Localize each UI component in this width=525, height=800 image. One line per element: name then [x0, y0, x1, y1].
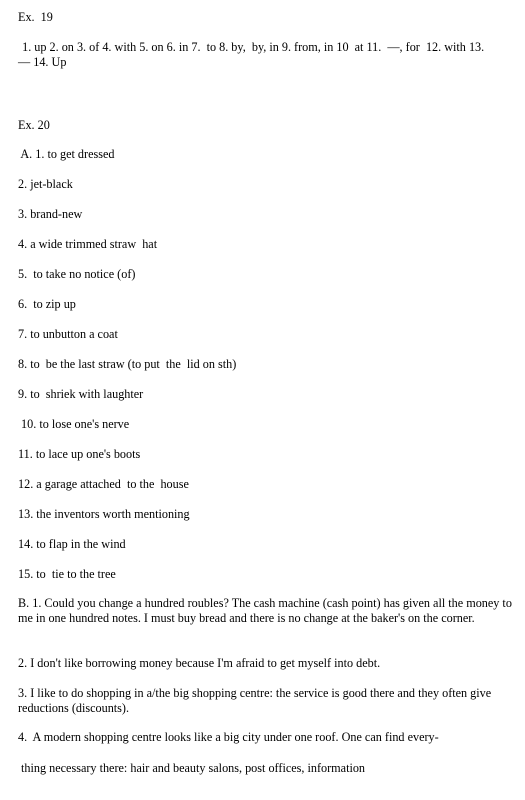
ex20-a-item: 9. to shriek with laughter	[18, 387, 144, 401]
ex20-a-item: 5. to take no notice (of)	[18, 267, 136, 281]
exercise-19-heading: Ex. 19	[18, 10, 53, 24]
exercise-19-answers-line-1: 1. up 2. on 3. of 4. with 5. on 6. in 7. to 8. by, by, in 9. from, in 10 at 11. —, for 12. with 13.	[16, 40, 485, 54]
ex20-b-paragraph: thing necessary there: hair and beauty salons, post offices, information	[18, 761, 366, 775]
ex20-a-item: 14. to flap in the wind	[18, 537, 126, 551]
ex20-a-item: 13. the inventors worth mentioning	[18, 507, 190, 521]
ex20-a-item: 8. to be the last straw (to put the lid on sth)	[18, 357, 237, 371]
ex20-a-item: 15. to tie to the tree	[18, 567, 116, 581]
ex20-b-paragraph: 4. A modern shopping centre looks like a big city under one roof. One can find every-	[18, 730, 439, 744]
ex20-a-item: 3. brand-new	[18, 207, 83, 221]
ex20-b-paragraph: 2. I don't like borrowing money because I'm afraid to get myself into debt.	[18, 656, 381, 670]
ex20-a-item: 12. a garage attached to the house	[18, 477, 189, 491]
ex20-a-item: A. 1. to get dressed	[18, 147, 115, 161]
ex20-a-item: 6. to zip up	[18, 297, 76, 311]
exercise-19-answers-line-2: — 14. Up	[18, 55, 67, 69]
exercise-20-heading: Ex. 20	[18, 118, 50, 132]
ex20-b-paragraph: 3. I like to do shopping in a/the big shopping centre: the service is good there and they often give reductions (discounts).	[18, 686, 492, 715]
ex20-a-item: 10. to lose one's nerve	[18, 417, 130, 431]
ex20-a-item: 2. jet-black	[18, 177, 73, 191]
ex20-a-item: 4. a wide trimmed straw hat	[18, 237, 158, 251]
ex20-a-item: 11. to lace up one's boots	[18, 447, 141, 461]
ex20-b-paragraph: B. 1. Could you change a hundred roubles? The cash machine (cash point) has given all the money to me in one hundred notes. I must buy bread and there is no change at the baker's on the corner.	[18, 596, 512, 625]
ex20-a-item: 7. to unbutton a coat	[18, 327, 118, 341]
